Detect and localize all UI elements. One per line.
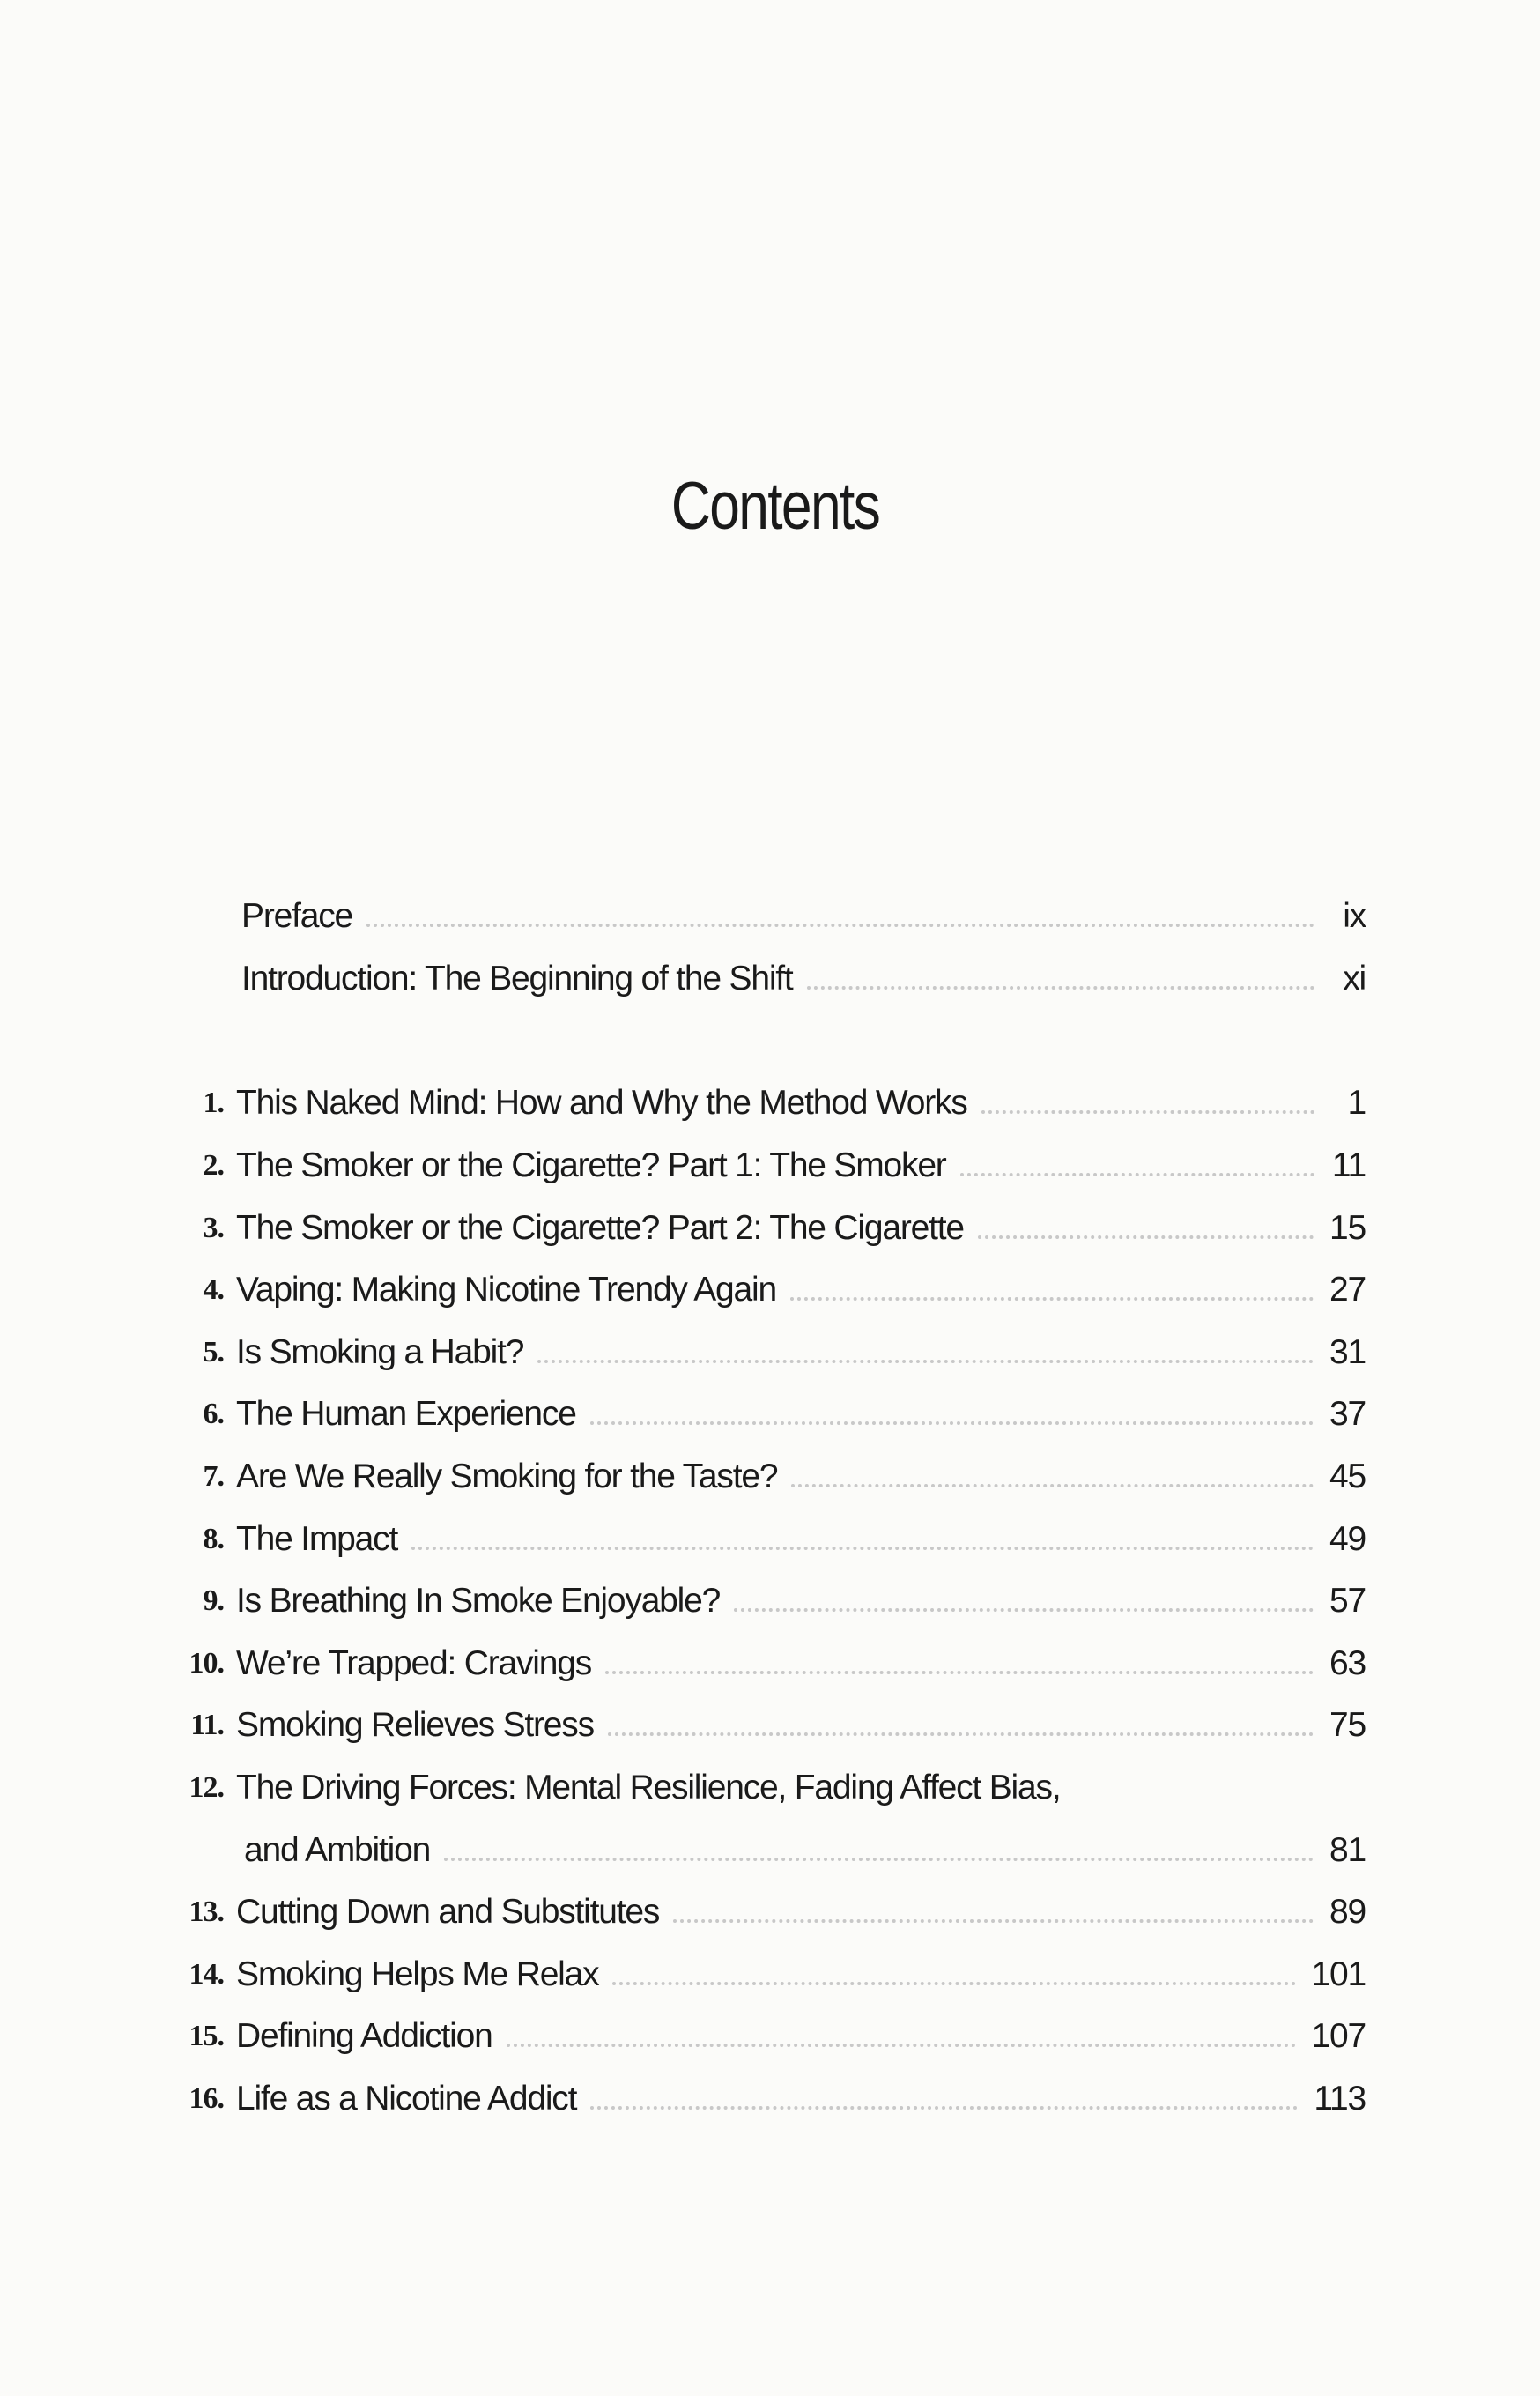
entry-title: The Human Experience (236, 1395, 576, 1434)
toc-entry-chapter[interactable] (167, 1197, 1366, 1259)
page-number: 15 (1329, 1208, 1366, 1247)
chapter-list (167, 1072, 1366, 2130)
page-number: 75 (1329, 1706, 1366, 1745)
chapter-number: 6. (203, 1398, 224, 1431)
dot-leader (960, 1173, 1314, 1176)
chapter-number: 1. (203, 1087, 224, 1120)
entry-title: Life as a Nicotine Addict (236, 2079, 577, 2118)
toc-entry-introduction[interactable] (167, 948, 1366, 1011)
toc-entry-chapter[interactable] (167, 2006, 1366, 2068)
page-number: 1 (1347, 1084, 1366, 1123)
page-number: 101 (1311, 1955, 1366, 1993)
page-number: 11 (1331, 1146, 1366, 1185)
chapter-number: 2. (203, 1149, 224, 1183)
toc-entry-chapter[interactable] (167, 1072, 1366, 1135)
chapter-number: 4. (203, 1273, 224, 1307)
toc-entry-chapter[interactable] (167, 1944, 1366, 2007)
entry-title: The Smoker or the Cigarette? Part 2: The Cigarette (236, 1208, 964, 1247)
chapter-number: 12. (189, 1771, 224, 1805)
page-number: xi (1343, 959, 1366, 998)
page-number: ix (1343, 897, 1366, 936)
chapter-number: 16. (189, 2081, 224, 2115)
page-number: 27 (1329, 1271, 1366, 1309)
toc-entry-chapter[interactable] (167, 1508, 1366, 1570)
chapter-number: 14. (189, 1957, 224, 1991)
dot-leader (981, 1110, 1314, 1114)
page-number: 113 (1314, 2079, 1366, 2118)
entry-title-continued: and Ambition (244, 1830, 431, 1869)
dot-leader (807, 986, 1314, 990)
table-of-contents (167, 886, 1366, 2130)
entry-title: We’re Trapped: Cravings (236, 1643, 592, 1682)
chapter-number: 15. (189, 2020, 224, 2053)
dot-leader (608, 1732, 1314, 1736)
entry-title: Is Breathing In Smoke Enjoyable? (236, 1582, 721, 1621)
entry-title: Are We Really Smoking for the Taste? (236, 1458, 778, 1496)
dot-leader (978, 1235, 1314, 1239)
toc-entry-chapter[interactable] (167, 1322, 1366, 1384)
page-number: 89 (1329, 1893, 1366, 1932)
toc-entry-chapter[interactable] (167, 1259, 1366, 1322)
page-number: 63 (1329, 1643, 1366, 1682)
entry-title: Cutting Down and Substitutes (236, 1893, 660, 1932)
page-number: 57 (1329, 1582, 1366, 1621)
toc-entry-chapter[interactable] (167, 2068, 1366, 2131)
dot-leader (790, 1297, 1314, 1301)
toc-entry-continuation[interactable] (167, 1819, 1366, 1881)
page-number: 81 (1329, 1830, 1366, 1869)
toc-entry-chapter[interactable] (167, 1446, 1366, 1509)
page-title: Contents (670, 468, 880, 544)
toc-entry-preface[interactable] (167, 886, 1366, 948)
section-gap (167, 1010, 1366, 1072)
toc-entry-chapter[interactable] (167, 1633, 1366, 1695)
page-number: 49 (1329, 1519, 1366, 1558)
entry-title: This Naked Mind: How and Why the Method Works (236, 1084, 967, 1123)
entry-title: Smoking Relieves Stress (236, 1706, 594, 1745)
dot-leader (537, 1360, 1314, 1363)
chapter-number: 8. (203, 1522, 224, 1555)
dot-leader (590, 1421, 1314, 1425)
chapter-number: 3. (203, 1211, 224, 1244)
entry-title: Preface (241, 897, 353, 936)
chapter-number: 10. (189, 1646, 224, 1680)
dot-leader (590, 2106, 1298, 2110)
dot-leader (507, 2044, 1296, 2047)
page-number: 45 (1329, 1458, 1366, 1496)
entry-title: The Driving Forces: Mental Resilience, Fading Affect Bias, (236, 1769, 1061, 1807)
dot-leader (612, 1982, 1295, 1985)
toc-entry-chapter[interactable] (167, 1757, 1366, 1820)
chapter-number: 11. (190, 1709, 224, 1742)
toc-entry-chapter[interactable] (167, 1570, 1366, 1633)
page-number: 37 (1329, 1395, 1366, 1434)
dot-leader (734, 1608, 1314, 1612)
entry-title: Smoking Helps Me Relax (236, 1955, 599, 1993)
entry-title: The Smoker or the Cigarette? Part 1: The Smoker (236, 1146, 946, 1185)
toc-entry-chapter[interactable] (167, 1695, 1366, 1757)
dot-leader (605, 1671, 1314, 1674)
dot-leader (444, 1858, 1314, 1861)
chapter-number: 7. (203, 1460, 224, 1494)
chapter-number: 13. (189, 1895, 224, 1929)
entry-title: Vaping: Making Nicotine Trendy Again (236, 1271, 776, 1309)
dot-leader (673, 1919, 1314, 1923)
toc-entry-chapter[interactable] (167, 1383, 1366, 1446)
entry-title: The Impact (236, 1519, 398, 1558)
entry-title: Introduction: The Beginning of the Shift (241, 959, 793, 998)
page-number: 107 (1311, 2017, 1366, 2056)
toc-entry-chapter[interactable] (167, 1135, 1366, 1198)
dot-leader (366, 924, 1314, 927)
entry-title: Is Smoking a Habit? (236, 1332, 524, 1371)
page-number: 31 (1329, 1332, 1366, 1371)
toc-entry-chapter[interactable] (167, 1881, 1366, 1944)
entry-title: Defining Addiction (236, 2017, 492, 2056)
dot-leader (791, 1484, 1314, 1487)
chapter-number: 5. (203, 1335, 224, 1369)
dot-leader (411, 1547, 1314, 1550)
chapter-number: 9. (203, 1584, 224, 1618)
